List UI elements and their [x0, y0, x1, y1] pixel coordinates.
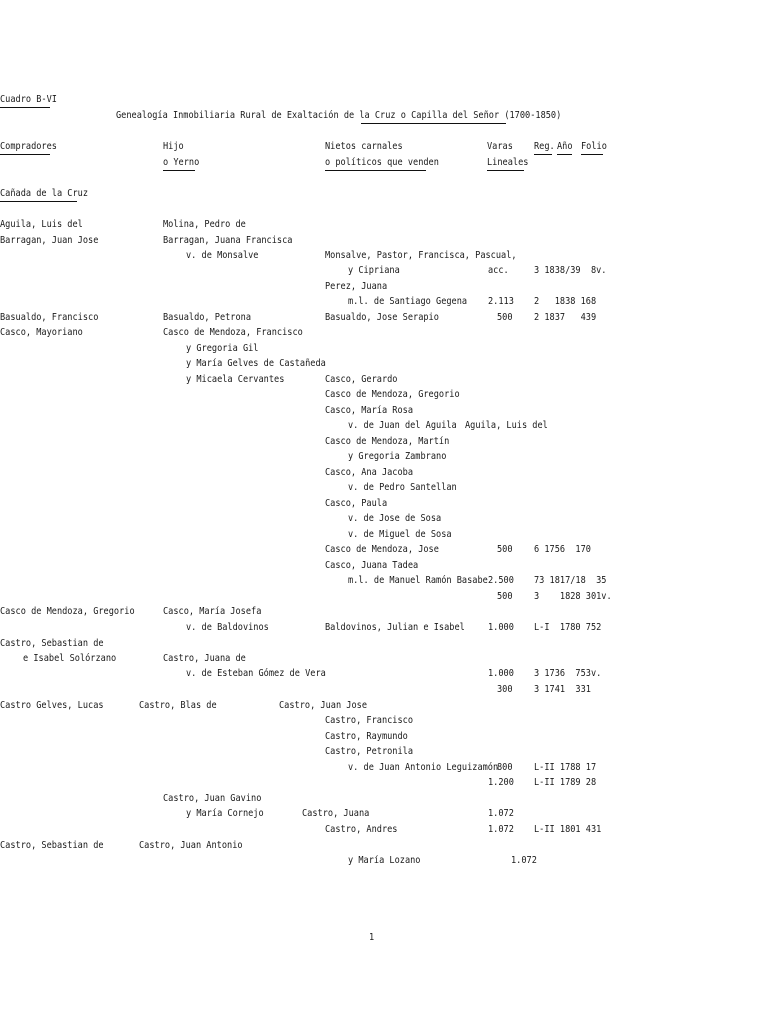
text-line: y María Gelves de Castañeda — [186, 358, 326, 369]
text-line: Basualdo, Jose Serapio — [325, 312, 439, 323]
section-title: Cañada de la Cruz — [0, 188, 89, 199]
text-line: 1.072 — [488, 824, 514, 835]
text-line: Casco, Paula — [325, 498, 388, 509]
text-line: 2 1838 168 — [534, 296, 597, 307]
underline — [581, 154, 603, 155]
text-line: Castro, Sebastian de — [0, 638, 104, 649]
text-line: v. de Miguel de Sosa — [348, 529, 452, 540]
underline — [0, 107, 50, 108]
text-line: 1.200 — [488, 777, 514, 788]
text-line: Castro, Sebastian de — [0, 840, 104, 851]
text-line: 500 — [497, 544, 513, 555]
text-line: Casco de Mendoza, Gregorio — [0, 606, 135, 617]
header-ano: Año — [557, 141, 573, 152]
text-line: y María Cornejo — [186, 808, 264, 819]
text-line: Casco, Ana Jacoba — [325, 467, 414, 478]
text-line: Molina, Pedro de — [163, 219, 246, 230]
text-line: L-II 1788 17 — [534, 762, 597, 773]
text-line: y María Lozano — [348, 855, 421, 866]
underline — [557, 154, 572, 155]
header-yerno: o Yerno — [163, 157, 200, 168]
text-line: Monsalve, Pastor, Francisca, Pascual, — [325, 250, 517, 261]
underline — [325, 170, 426, 171]
header-hijo: Hijo — [163, 141, 184, 152]
text-line: 6 1756 170 — [534, 544, 591, 555]
text-line: e Isabel Solórzano — [23, 653, 117, 664]
header-lineales: Lineales — [487, 157, 529, 168]
text-line: Castro, Andres — [325, 824, 398, 835]
page-number: 1 — [369, 932, 375, 943]
text-line: m.l. de Santiago Gegena — [348, 296, 468, 307]
text-line: 3 1741 331 — [534, 684, 591, 695]
text-line: v. de Juan del Aguila — [348, 420, 457, 431]
text-line: L-II 1789 28 — [534, 777, 597, 788]
text-line: 2.113 — [488, 296, 514, 307]
text-line: Casco de Mendoza, Jose — [325, 544, 439, 555]
text-line: Casco, María Rosa — [325, 405, 414, 416]
header-compradores: Compradores — [0, 141, 57, 152]
text-line: v. de Esteban Gómez de Vera — [186, 668, 326, 679]
text-line: Castro, Raymundo — [325, 731, 408, 742]
text-line: m.l. de Manuel Ramón Basabe — [348, 575, 488, 586]
text-line: v. de Pedro Santellan — [348, 482, 457, 493]
underline — [487, 170, 524, 171]
text-line: L-II 1801 431 — [534, 824, 602, 835]
text-line: Barragan, Juan Jose — [0, 235, 99, 246]
text-line: Castro, Francisco — [325, 715, 414, 726]
text-line: Basualdo, Francisco — [0, 312, 99, 323]
text-line: Castro Gelves, Lucas — [0, 700, 104, 711]
text-line: 2.500 — [488, 575, 514, 586]
text-line: Castro, Juana — [302, 808, 370, 819]
text-line: 2 1837 439 — [534, 312, 597, 323]
text-line: Castro, Juan Gavino — [163, 793, 262, 804]
text-line: y Cipriana — [348, 265, 400, 276]
text-line: Casco, María Josefa — [163, 606, 262, 617]
text-line: L-I 1780 752 — [534, 622, 602, 633]
text-line: 1.072 — [488, 808, 514, 819]
text-line: v. de Jose de Sosa — [348, 513, 442, 524]
text-line: Castro, Juan Jose — [279, 700, 368, 711]
text-line: Basualdo, Petrona — [163, 312, 252, 323]
text-line: Casco de Mendoza, Martín — [325, 436, 450, 447]
text-line: Casco, Mayoriano — [0, 327, 83, 338]
text-line: Baldovinos, Julian e Isabel — [325, 622, 465, 633]
text-line: 300 — [497, 684, 513, 695]
text-line: 500 — [497, 591, 513, 602]
underline — [0, 201, 77, 202]
text-line: acc. — [488, 265, 509, 276]
text-line: Castro, Blas de — [139, 700, 217, 711]
underline — [163, 170, 195, 171]
text-line: 1.000 — [488, 622, 514, 633]
text-line: v. de Monsalve — [186, 250, 259, 261]
text-line: Casco, Gerardo — [325, 374, 398, 385]
text-line: y Gregoria Gil — [186, 343, 259, 354]
underline — [0, 154, 50, 155]
cuadro-label: Cuadro B-VI — [0, 94, 57, 105]
text-line: 3 1736 753v. — [534, 668, 602, 679]
text-line: y Micaela Cervantes — [186, 374, 285, 385]
header-nietos: Nietos carnales — [325, 141, 403, 152]
text-line: Aguila, Luis del — [465, 420, 548, 431]
header-folio: Folio — [581, 141, 607, 152]
text-line: Casco de Mendoza, Francisco — [163, 327, 303, 338]
text-line: 1.072 — [511, 855, 537, 866]
page-title: Genealogía Inmobiliaria Rural de Exaltación de la Cruz o Capilla del Señor (1700-1850) — [116, 110, 562, 121]
text-line: 3 1828 301v. — [534, 591, 612, 602]
text-line: 500 — [497, 312, 513, 323]
text-line: Castro, Petronila — [325, 746, 414, 757]
header-varas: Varas — [487, 141, 513, 152]
text-line: Aguila, Luis del — [0, 219, 83, 230]
text-line: 3 1838/39 8v. — [534, 265, 607, 276]
text-line: 1.000 — [488, 668, 514, 679]
text-line: Casco, Juana Tadea — [325, 560, 419, 571]
text-line: Barragan, Juana Francisca — [163, 235, 293, 246]
text-line: 800 — [497, 762, 513, 773]
header-nietos-2: o políticos que venden — [325, 157, 439, 168]
text-line: Castro, Juana de — [163, 653, 246, 664]
text-line: 73 1817/18 35 — [534, 575, 607, 586]
text-line: y Gregoria Zambrano — [348, 451, 447, 462]
text-line: v. de Baldovinos — [186, 622, 269, 633]
text-line: v. de Juan Antonio Leguizamón — [348, 762, 499, 773]
underline — [534, 154, 552, 155]
text-line: Perez, Juana — [325, 281, 388, 292]
underline — [361, 123, 506, 124]
text-line: Casco de Mendoza, Gregorio — [325, 389, 460, 400]
header-reg: Reg. — [534, 141, 555, 152]
text-line: Castro, Juan Antonio — [139, 840, 243, 851]
